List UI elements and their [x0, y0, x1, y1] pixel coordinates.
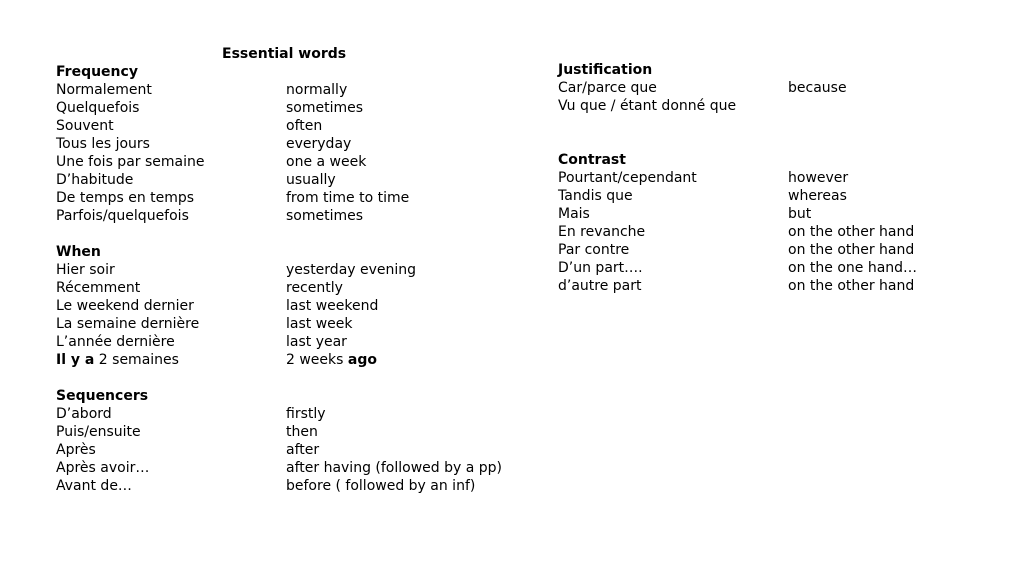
- vocab-row: [56, 117, 323, 135]
- french-term: Car/parce que: [558, 80, 657, 96]
- right-column: [558, 61, 918, 295]
- vocab-row: [56, 171, 336, 189]
- english-term: on the other hand: [788, 224, 915, 240]
- english-term: one a week: [286, 154, 367, 170]
- vocab-row: [558, 187, 847, 205]
- english-term: after: [286, 442, 320, 458]
- english-term: then: [286, 424, 318, 440]
- vocab-row: [558, 97, 737, 115]
- french-term: Par contre: [558, 242, 630, 258]
- french-term: Puis/ensuite: [56, 424, 141, 440]
- english-term: recently: [286, 280, 343, 296]
- spacer: [558, 115, 652, 133]
- french-term: Après: [56, 442, 96, 458]
- vocab-row: [56, 81, 348, 99]
- vocab-row: [56, 441, 320, 459]
- il-y-a-bold: Il y a: [56, 352, 95, 368]
- french-term: [56, 351, 179, 369]
- french-term: D’abord: [56, 406, 112, 422]
- spacer: [56, 225, 148, 243]
- french-term: Le weekend dernier: [56, 298, 194, 314]
- vocab-row: [56, 189, 410, 207]
- english-term: on the other hand: [788, 278, 915, 294]
- vocab-row: [56, 477, 476, 495]
- left-column: [56, 63, 502, 495]
- french-term: Parfois/quelquefois: [56, 208, 189, 224]
- english-term: normally: [286, 82, 348, 98]
- spacer: [558, 133, 652, 151]
- french-term: Récemment: [56, 280, 141, 296]
- vocab-row: [558, 259, 918, 277]
- french-term: Tandis que: [558, 188, 633, 204]
- french-term: Après avoir…: [56, 460, 150, 476]
- when-list: [56, 261, 417, 369]
- vocab-row: [56, 279, 343, 297]
- vocab-row: [56, 207, 364, 225]
- vocab-row: [56, 315, 353, 333]
- english-term: but: [788, 206, 812, 222]
- english-term: on the one hand…: [788, 260, 918, 276]
- frequency-list: [56, 81, 410, 225]
- french-term: Pourtant/cependant: [558, 170, 697, 186]
- vocab-row-il-y-a: [56, 351, 377, 369]
- justification-heading: Justification: [558, 62, 653, 78]
- page-title: Essential words: [222, 46, 347, 62]
- vocab-row: [558, 241, 915, 259]
- english-term: often: [286, 118, 323, 134]
- justification-list: [558, 79, 847, 115]
- english-term: after having (followed by a pp): [286, 460, 502, 476]
- vocab-row: [56, 297, 379, 315]
- french-term: Une fois par semaine: [56, 154, 205, 170]
- english-term: last year: [286, 334, 347, 350]
- french-term: d’autre part: [558, 278, 642, 294]
- english-term: on the other hand: [788, 242, 915, 258]
- sequencers-heading: Sequencers: [56, 388, 149, 404]
- french-term: D’habitude: [56, 172, 134, 188]
- vocab-row: [558, 277, 915, 295]
- french-term: En revanche: [558, 224, 646, 240]
- french-term: Vu que / étant donné que: [558, 98, 737, 114]
- weeks-text: 2 weeks: [286, 352, 348, 368]
- vocab-row: [56, 423, 318, 441]
- vocab-row: [56, 261, 417, 279]
- french-term: L’année dernière: [56, 334, 175, 350]
- french-term: Tous les jours: [56, 136, 150, 152]
- vocab-row: [56, 405, 326, 423]
- frequency-heading: Frequency: [56, 64, 138, 80]
- sequencers-list: [56, 405, 502, 495]
- vocab-row: [56, 135, 352, 153]
- english-term: sometimes: [286, 208, 364, 224]
- english-term: sometimes: [286, 100, 364, 116]
- spacer: [56, 369, 148, 387]
- ago-bold: ago: [347, 352, 377, 368]
- english-term: [286, 351, 377, 369]
- contrast-heading: Contrast: [558, 152, 626, 168]
- vocab-row: [558, 205, 812, 223]
- vocab-row: [56, 99, 364, 117]
- english-term: before ( followed by an inf): [286, 478, 476, 494]
- english-term: firstly: [286, 406, 326, 422]
- french-term: De temps en temps: [56, 190, 195, 206]
- french-term: La semaine dernière: [56, 316, 200, 332]
- english-term: whereas: [788, 188, 847, 204]
- when-heading: When: [56, 244, 101, 260]
- vocab-row: [56, 459, 502, 477]
- vocab-row: [558, 169, 849, 187]
- english-term: usually: [286, 172, 336, 188]
- english-term: last week: [286, 316, 353, 332]
- english-term: yesterday evening: [286, 262, 417, 278]
- french-term: Hier soir: [56, 262, 115, 278]
- french-term: D’un part….: [558, 260, 643, 276]
- french-term: Quelquefois: [56, 100, 140, 116]
- french-term: Normalement: [56, 82, 152, 98]
- english-term: last weekend: [286, 298, 379, 314]
- vocab-row: [56, 153, 367, 171]
- vocab-row: [558, 79, 847, 97]
- il-y-a-rest: 2 semaines: [94, 352, 179, 368]
- french-term: Souvent: [56, 118, 114, 134]
- english-term: from time to time: [286, 190, 410, 206]
- english-term: everyday: [286, 136, 352, 152]
- contrast-list: [558, 169, 918, 295]
- english-term: however: [788, 170, 849, 186]
- french-term: Mais: [558, 206, 590, 222]
- english-term: because: [788, 80, 847, 96]
- vocab-row: [56, 333, 347, 351]
- french-term: Avant de…: [56, 478, 132, 494]
- vocab-row: [558, 223, 915, 241]
